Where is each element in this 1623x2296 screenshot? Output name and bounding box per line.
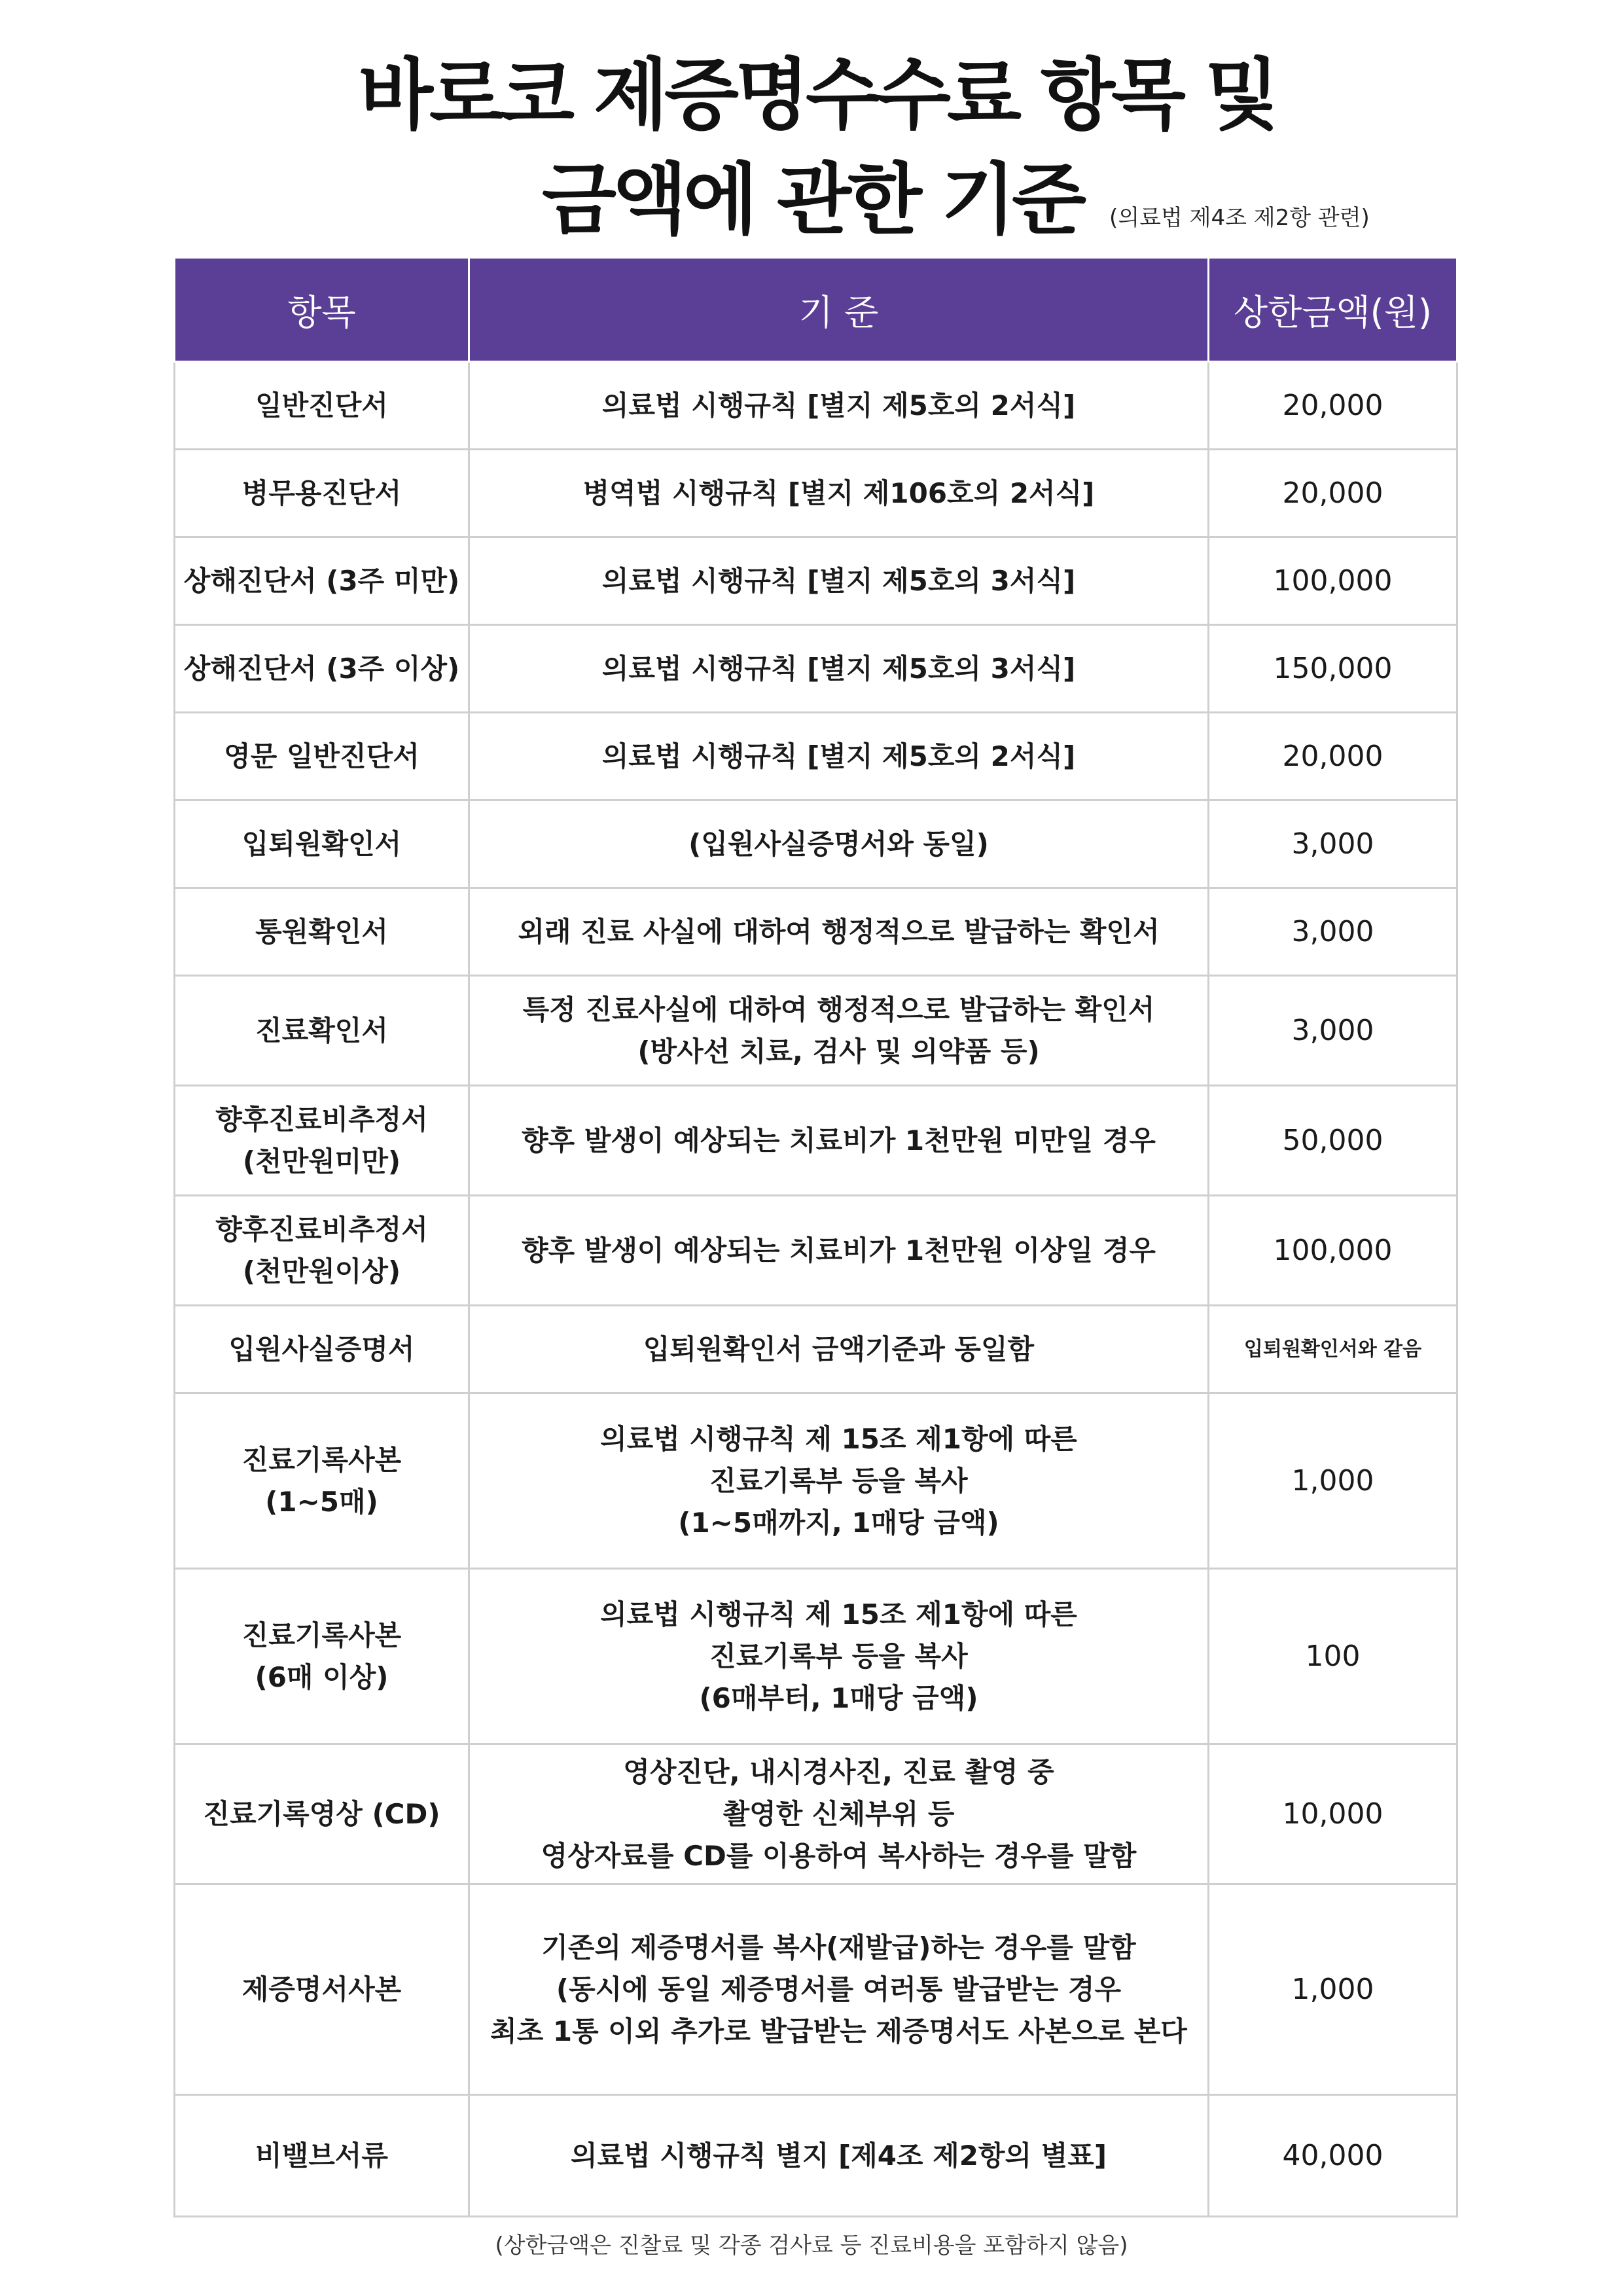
table-row — [175, 2095, 1457, 2217]
row-criteria: 의료법 시행규칙 [별지 제5호의 3서식] — [469, 625, 1209, 713]
table-row — [175, 713, 1457, 800]
row-item: 상해진단서 (3주 미만) — [175, 537, 469, 625]
law-reference: (의료법 제4조 제2항 관련) — [1109, 205, 1370, 231]
row-criteria: 기존의 제증명서를 복사(재발급)하는 경우를 말함 (동시에 동일 제증명서를 여러통 발급받는 경우 최초 1통 이외 추가로 발급받는 제증명서도 사본으로 본다 — [469, 1884, 1209, 2095]
table-row — [175, 362, 1457, 450]
footnote: (상한금액은 진찰료 및 각종 검사료 등 진료비용을 포함하지 않음) — [495, 2233, 1128, 2259]
row-criteria: 향후 발생이 예상되는 치료비가 1천만원 미만일 경우 — [469, 1086, 1209, 1196]
row-item: 일반진단서 — [175, 362, 469, 450]
table-row — [175, 1884, 1457, 2095]
row-amount: 150,000 — [1209, 625, 1457, 713]
row-amount: 20,000 — [1209, 362, 1457, 450]
row-item: 진료기록사본 (1~5매) — [175, 1393, 469, 1569]
row-criteria: 의료법 시행규칙 제 15조 제1항에 따른 진료기록부 등을 복사 (6매부터, 1매당 금액) — [469, 1569, 1209, 1744]
table-row — [175, 625, 1457, 713]
row-amount: 100 — [1209, 1569, 1457, 1744]
row-criteria: 병역법 시행규칙 [별지 제106호의 2서식] — [469, 450, 1209, 537]
header-item: 항목 — [175, 258, 469, 362]
row-criteria: 입퇴원확인서 금액기준과 동일함 — [469, 1306, 1209, 1393]
table-row — [175, 1569, 1457, 1744]
page-title-line2: 금액에 관한 기준 — [542, 154, 1083, 245]
table-row — [175, 1306, 1457, 1393]
row-amount: 50,000 — [1209, 1086, 1457, 1196]
row-amount: 100,000 — [1209, 1196, 1457, 1306]
row-item: 영문 일반진단서 — [175, 713, 469, 800]
row-amount: 1,000 — [1209, 1884, 1457, 2095]
row-criteria: 의료법 시행규칙 별지 [제4조 제2항의 별표] — [469, 2095, 1209, 2217]
table-row — [175, 1196, 1457, 1306]
table-row — [175, 800, 1457, 888]
row-criteria: 의료법 시행규칙 제 15조 제1항에 따른 진료기록부 등을 복사 (1~5매까지, 1매당 금액) — [469, 1393, 1209, 1569]
row-amount: 100,000 — [1209, 537, 1457, 625]
row-item: 진료기록사본 (6매 이상) — [175, 1569, 469, 1744]
fee-table — [173, 257, 1458, 2217]
row-criteria: 의료법 시행규칙 [별지 제5호의 3서식] — [469, 537, 1209, 625]
header-amount: 상한금액(원) — [1209, 258, 1457, 362]
table-row — [175, 976, 1457, 1086]
row-item: 병무용진단서 — [175, 450, 469, 537]
row-amount: 20,000 — [1209, 713, 1457, 800]
row-item: 통원확인서 — [175, 888, 469, 976]
row-amount: 1,000 — [1209, 1393, 1457, 1569]
table-row — [175, 888, 1457, 976]
row-item: 제증명서사본 — [175, 1884, 469, 2095]
table-header-row — [175, 258, 1457, 362]
row-criteria: 특정 진료사실에 대하여 행정적으로 발급하는 확인서 (방사선 치료, 검사 및 의약품 등) — [469, 976, 1209, 1086]
row-criteria: 영상진단, 내시경사진, 진료 촬영 중 촬영한 신체부위 등 영상자료를 CD를 이용하여 복사하는 경우를 말함 — [469, 1744, 1209, 1884]
row-criteria: 향후 발생이 예상되는 치료비가 1천만원 이상일 경우 — [469, 1196, 1209, 1306]
row-criteria: (입원사실증명서와 동일) — [469, 800, 1209, 888]
row-item: 향후진료비추정서 (천만원미만) — [175, 1086, 469, 1196]
row-amount: 3,000 — [1209, 800, 1457, 888]
table-row — [175, 1086, 1457, 1196]
row-item: 입원사실증명서 — [175, 1306, 469, 1393]
row-criteria: 의료법 시행규칙 [별지 제5호의 2서식] — [469, 362, 1209, 450]
table-row — [175, 450, 1457, 537]
row-item: 진료기록영상 (CD) — [175, 1744, 469, 1884]
row-criteria: 외래 진료 사실에 대하여 행정적으로 발급하는 확인서 — [469, 888, 1209, 976]
table-row — [175, 1393, 1457, 1569]
row-item: 진료확인서 — [175, 976, 469, 1086]
row-amount: 3,000 — [1209, 976, 1457, 1086]
row-item: 상해진단서 (3주 이상) — [175, 625, 469, 713]
table-row — [175, 537, 1457, 625]
row-amount: 3,000 — [1209, 888, 1457, 976]
row-amount: 40,000 — [1209, 2095, 1457, 2217]
row-amount: 20,000 — [1209, 450, 1457, 537]
row-criteria: 의료법 시행규칙 [별지 제5호의 2서식] — [469, 713, 1209, 800]
row-amount: 10,000 — [1209, 1744, 1457, 1884]
row-item: 향후진료비추정서 (천만원이상) — [175, 1196, 469, 1306]
row-item: 입퇴원확인서 — [175, 800, 469, 888]
row-item: 비밸브서류 — [175, 2095, 469, 2217]
header-criteria: 기 준 — [469, 258, 1209, 362]
page-title-line1: 바로코 제증명수수료 항목 및 — [359, 50, 1276, 140]
row-amount: 입퇴원확인서와 같음 — [1209, 1306, 1457, 1393]
table-row — [175, 1744, 1457, 1884]
